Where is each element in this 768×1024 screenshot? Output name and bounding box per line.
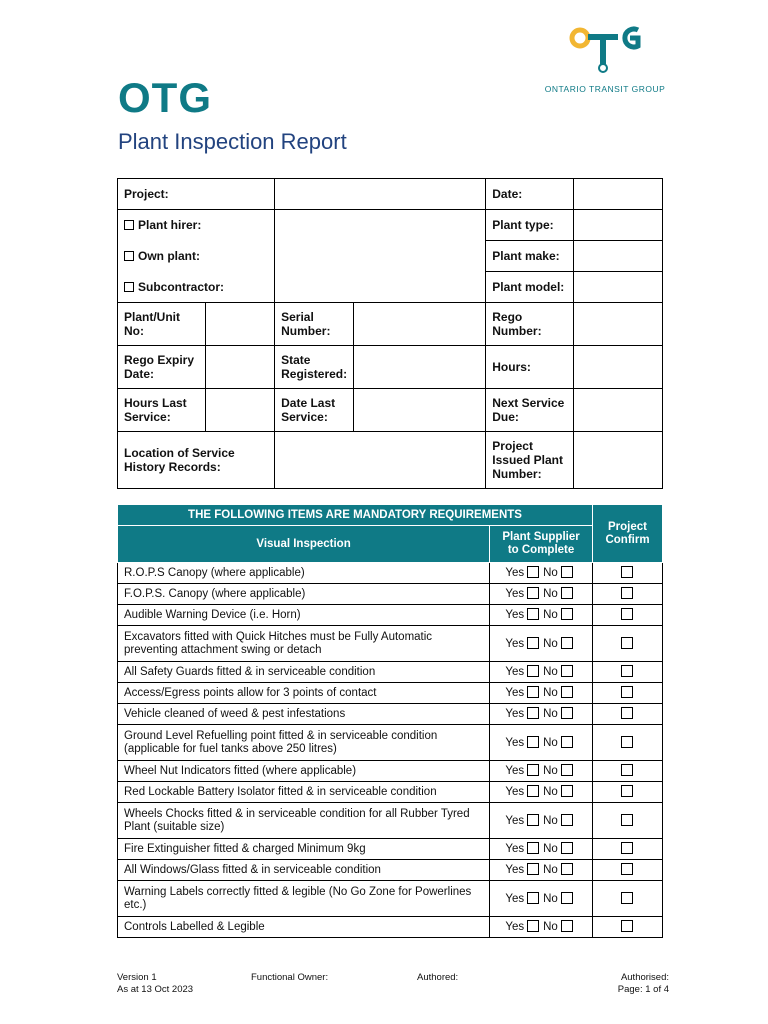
supplier-yes-no	[490, 605, 593, 626]
yes-label: Yes	[505, 666, 525, 678]
yes-label: Yes	[505, 843, 525, 855]
plant-make-field[interactable]	[574, 241, 663, 272]
confirm-checkbox[interactable]	[621, 785, 633, 797]
yes-label: Yes	[505, 588, 525, 600]
yes-checkbox[interactable]	[527, 785, 539, 797]
confirm-checkbox[interactable]	[621, 707, 633, 719]
project-issued-label: Project Issued Plant Number:	[486, 432, 574, 489]
supplier-yes-no	[490, 881, 593, 917]
project-confirm-cell	[593, 839, 663, 860]
confirm-checkbox[interactable]	[621, 637, 633, 649]
no-label: No	[543, 666, 558, 678]
no-checkbox[interactable]	[561, 665, 573, 677]
yes-label: Yes	[505, 921, 525, 933]
footer-authored: Authored:	[417, 972, 459, 983]
confirm-checkbox[interactable]	[621, 587, 633, 599]
supplier-yes-no	[490, 761, 593, 782]
confirm-checkbox[interactable]	[621, 566, 633, 578]
no-label: No	[543, 765, 558, 777]
project-confirm-cell	[593, 860, 663, 881]
inspection-item-label: Access/Egress points allow for 3 points of contact	[118, 683, 490, 704]
confirm-checkbox[interactable]	[621, 665, 633, 677]
supplier-yes-no	[490, 662, 593, 683]
project-confirm-cell	[593, 803, 663, 839]
yes-checkbox[interactable]	[527, 814, 539, 826]
yes-checkbox[interactable]	[527, 637, 539, 649]
rego-number-field[interactable]	[574, 303, 663, 346]
yes-label: Yes	[505, 687, 525, 699]
yes-label: Yes	[505, 708, 525, 720]
inspection-item-label: Controls Labelled & Legible	[118, 917, 490, 938]
rego-expiry-label: Rego Expiry Date:	[118, 346, 206, 389]
project-label: Project:	[118, 179, 275, 210]
inspection-item-label: All Safety Guards fitted & in serviceable condition	[118, 662, 490, 683]
yes-label: Yes	[505, 864, 525, 876]
date-label: Date:	[486, 179, 574, 210]
table-row	[118, 782, 663, 803]
yes-checkbox[interactable]	[527, 920, 539, 932]
yes-checkbox[interactable]	[527, 587, 539, 599]
next-service-due-field[interactable]	[574, 389, 663, 432]
next-service-due-label: Next Service Due:	[486, 389, 574, 432]
no-label: No	[543, 814, 558, 827]
no-checkbox[interactable]	[561, 587, 573, 599]
project-confirm-cell	[593, 725, 663, 761]
inspection-item-label: Excavators fitted with Quick Hitches must be Fully Automatic preventing attachment swing or detach	[118, 626, 490, 662]
project-confirm-cell	[593, 584, 663, 605]
inspection-item-label: Vehicle cleaned of weed & pest infestations	[118, 704, 490, 725]
no-label: No	[543, 892, 558, 905]
yes-label: Yes	[505, 786, 525, 798]
footer-page-number: Page: 1 of 4	[617, 984, 669, 995]
plant-make-label: Plant make:	[486, 241, 574, 272]
no-checkbox[interactable]	[561, 764, 573, 776]
state-registered-label: State Registered:	[275, 346, 354, 389]
col-visual-inspection: Visual Inspection	[118, 526, 490, 563]
no-checkbox[interactable]	[561, 736, 573, 748]
no-checkbox[interactable]	[561, 637, 573, 649]
no-checkbox[interactable]	[561, 814, 573, 826]
serial-number-label: Serial Number:	[275, 303, 354, 346]
supplier-yes-no	[490, 839, 593, 860]
yes-checkbox[interactable]	[527, 608, 539, 620]
no-checkbox[interactable]	[561, 863, 573, 875]
no-checkbox[interactable]	[561, 785, 573, 797]
no-checkbox[interactable]	[561, 892, 573, 904]
checkbox-icon[interactable]	[124, 220, 134, 230]
supplier-yes-no	[490, 584, 593, 605]
date-field[interactable]	[574, 179, 663, 210]
subcontractor-option[interactable]: Subcontractor:	[118, 272, 275, 303]
table-row	[118, 683, 663, 704]
table-row	[118, 917, 663, 938]
no-label: No	[543, 567, 558, 579]
yes-checkbox[interactable]	[527, 764, 539, 776]
inspection-item-label: Wheels Chocks fitted & in serviceable condition for all Rubber Tyred Plant (suitable size)	[118, 803, 490, 839]
supplier-yes-no	[490, 626, 593, 662]
col-project-confirm: Project Confirm	[593, 505, 663, 563]
no-label: No	[543, 708, 558, 720]
hours-label: Hours:	[486, 346, 574, 389]
table-row	[118, 725, 663, 761]
no-label: No	[543, 786, 558, 798]
rego-number-label: Rego Number:	[486, 303, 574, 346]
table-row	[118, 761, 663, 782]
no-checkbox[interactable]	[561, 686, 573, 698]
yes-label: Yes	[505, 637, 525, 650]
yes-checkbox[interactable]	[527, 665, 539, 677]
project-confirm-cell	[593, 563, 663, 584]
supplier-yes-no	[490, 803, 593, 839]
confirm-checkbox[interactable]	[621, 863, 633, 875]
supplier-yes-no	[490, 683, 593, 704]
confirm-checkbox[interactable]	[621, 892, 633, 904]
yes-checkbox[interactable]	[527, 842, 539, 854]
plant-info-form	[117, 178, 663, 489]
project-confirm-cell	[593, 782, 663, 803]
serial-number-field[interactable]	[354, 303, 486, 346]
col-plant-supplier: Plant Supplier to Complete	[490, 526, 593, 563]
inspection-item-label: Fire Extinguisher fitted & charged Minimum 9kg	[118, 839, 490, 860]
page-title: Plant Inspection Report	[118, 129, 347, 154]
confirm-checkbox[interactable]	[621, 814, 633, 826]
no-label: No	[543, 921, 558, 933]
project-confirm-cell	[593, 761, 663, 782]
supplier-yes-no	[490, 704, 593, 725]
project-confirm-cell	[593, 917, 663, 938]
inspection-item-label: Audible Warning Device (i.e. Horn)	[118, 605, 490, 626]
inspection-item-label: All Windows/Glass fitted & in serviceable condition	[118, 860, 490, 881]
project-field[interactable]	[275, 179, 486, 210]
table-row	[118, 860, 663, 881]
confirm-checkbox[interactable]	[621, 920, 633, 932]
supplier-yes-no	[490, 563, 593, 584]
yes-checkbox[interactable]	[527, 686, 539, 698]
rego-expiry-field[interactable]	[205, 346, 275, 389]
no-checkbox[interactable]	[561, 566, 573, 578]
plant-unit-label: Plant/Unit No:	[118, 303, 206, 346]
checkbox-icon[interactable]	[124, 251, 134, 261]
footer-functional-owner: Functional Owner:	[251, 972, 329, 983]
yes-checkbox[interactable]	[527, 736, 539, 748]
no-checkbox[interactable]	[561, 608, 573, 620]
table-row	[118, 626, 663, 662]
yes-label: Yes	[505, 736, 525, 749]
inspection-item-label: Ground Level Refuelling point fitted & in serviceable condition (applicable for fuel tanks above 250 litres)	[118, 725, 490, 761]
plant-type-field[interactable]	[574, 210, 663, 241]
no-label: No	[543, 588, 558, 600]
yes-label: Yes	[505, 567, 525, 579]
hours-last-service-label: Hours Last Service:	[118, 389, 206, 432]
yes-label: Yes	[505, 892, 525, 905]
plant-model-label: Plant model:	[486, 272, 574, 303]
mandatory-banner: THE FOLLOWING ITEMS ARE MANDATORY REQUIREMENTS	[118, 505, 593, 526]
inspection-item-label: Warning Labels correctly fitted & legible (No Go Zone for Powerlines etc.)	[118, 881, 490, 917]
date-last-service-label: Date Last Service:	[275, 389, 354, 432]
table-row	[118, 803, 663, 839]
project-issued-field[interactable]	[574, 432, 663, 489]
yes-label: Yes	[505, 814, 525, 827]
table-row	[118, 881, 663, 917]
hours-field[interactable]	[574, 346, 663, 389]
no-checkbox[interactable]	[561, 842, 573, 854]
checkbox-icon[interactable]	[124, 282, 134, 292]
yes-label: Yes	[505, 765, 525, 777]
hours-last-service-field[interactable]	[205, 389, 275, 432]
own-plant-option[interactable]: Own plant:	[118, 241, 275, 272]
project-confirm-cell	[593, 626, 663, 662]
date-last-service-field[interactable]	[354, 389, 486, 432]
location-service-field[interactable]	[275, 432, 486, 489]
footer-authorised: Authorised:	[620, 972, 669, 983]
inspection-item-label: Wheel Nut Indicators fitted (where applicable)	[118, 761, 490, 782]
logo-subtitle: ONTARIO TRANSIT GROUP	[544, 84, 666, 94]
yes-label: Yes	[505, 609, 525, 621]
supplier-yes-no	[490, 917, 593, 938]
yes-checkbox[interactable]	[527, 892, 539, 904]
state-registered-field[interactable]	[354, 346, 486, 389]
yes-checkbox[interactable]	[527, 566, 539, 578]
inspection-item-label: Red Lockable Battery Isolator fitted & in serviceable condition	[118, 782, 490, 803]
no-label: No	[543, 864, 558, 876]
plant-unit-field[interactable]	[205, 303, 275, 346]
no-label: No	[543, 843, 558, 855]
no-checkbox[interactable]	[561, 707, 573, 719]
inspection-item-label: F.O.P.S. Canopy (where applicable)	[118, 584, 490, 605]
footer-version: Version 1	[117, 972, 157, 983]
project-confirm-cell	[593, 662, 663, 683]
project-confirm-cell	[593, 881, 663, 917]
ownership-field[interactable]	[275, 210, 486, 303]
location-service-label: Location of Service History Records:	[118, 432, 275, 489]
table-row	[118, 605, 663, 626]
no-label: No	[543, 637, 558, 650]
confirm-checkbox[interactable]	[621, 608, 633, 620]
confirm-checkbox[interactable]	[621, 764, 633, 776]
table-row	[118, 563, 663, 584]
project-confirm-cell	[593, 605, 663, 626]
no-checkbox[interactable]	[561, 920, 573, 932]
supplier-yes-no	[490, 725, 593, 761]
inspection-checklist	[117, 504, 663, 938]
confirm-checkbox[interactable]	[621, 842, 633, 854]
plant-model-field[interactable]	[574, 272, 663, 303]
no-label: No	[543, 687, 558, 699]
table-row	[118, 704, 663, 725]
table-row	[118, 584, 663, 605]
table-row	[118, 662, 663, 683]
footer-date: As at 13 Oct 2023	[117, 984, 194, 995]
no-label: No	[543, 736, 558, 749]
project-confirm-cell	[593, 683, 663, 704]
plant-hirer-option[interactable]: Plant hirer:	[118, 210, 275, 241]
supplier-yes-no	[490, 860, 593, 881]
brand-title: OTG	[118, 74, 212, 121]
inspection-item-label: R.O.P.S Canopy (where applicable)	[118, 563, 490, 584]
no-label: No	[543, 609, 558, 621]
table-row	[118, 839, 663, 860]
project-confirm-cell	[593, 704, 663, 725]
yes-checkbox[interactable]	[527, 863, 539, 875]
plant-type-label: Plant type:	[486, 210, 574, 241]
supplier-yes-no	[490, 782, 593, 803]
yes-checkbox[interactable]	[527, 707, 539, 719]
confirm-checkbox[interactable]	[621, 686, 633, 698]
confirm-checkbox[interactable]	[621, 736, 633, 748]
